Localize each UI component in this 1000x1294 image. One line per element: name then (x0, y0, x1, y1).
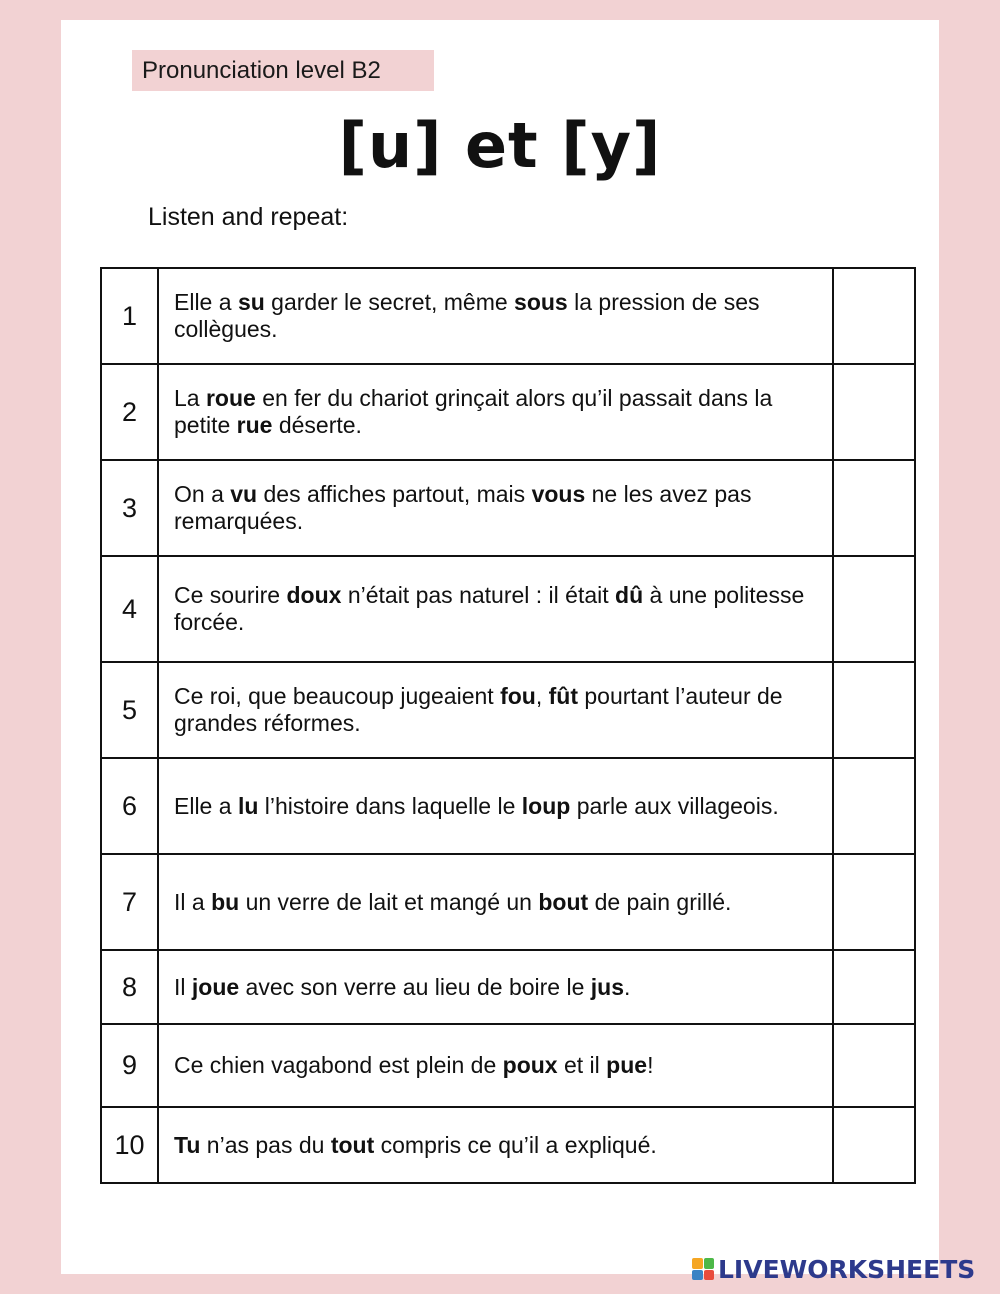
page-title: [u] et [y] (338, 109, 662, 182)
table-row (101, 758, 915, 854)
sentence-text: avec son verre au lieu de boire le (239, 973, 591, 1000)
item-sentence (158, 662, 833, 758)
item-sentence (158, 460, 833, 556)
highlighted-word: loup (521, 792, 571, 819)
highlighted-word: poux (502, 1052, 558, 1078)
sentence-text: l’histoire dans laquelle le (258, 792, 522, 819)
table-row (101, 662, 915, 758)
sentence-text: ! (647, 1052, 654, 1078)
sentence-text: compris ce qu’il a expliqué. (374, 1131, 657, 1158)
sentence-text: de pain grillé. (588, 888, 732, 915)
highlighted-word: sous (514, 289, 568, 315)
item-number: 1 (101, 268, 158, 364)
item-sentence (158, 556, 833, 662)
table-row (101, 268, 915, 364)
highlighted-word: doux (286, 582, 342, 608)
highlighted-word: vu (230, 481, 258, 507)
liveworksheets-logo-icon (692, 1258, 714, 1280)
sentence-text: un verre de lait et mangé un (239, 888, 539, 915)
item-sentence (158, 268, 833, 364)
highlighted-word: dû (615, 582, 644, 608)
answer-box[interactable] (833, 758, 915, 854)
item-sentence (158, 1024, 833, 1107)
sentence-text: , (535, 683, 549, 709)
sentence-text: ne les avez pas remarquées. (174, 481, 752, 534)
sentence-text: à une politesse forcée. (174, 582, 805, 635)
sentence-text: Ce sourire (174, 582, 287, 608)
highlighted-word: vous (531, 481, 586, 507)
highlighted-word: fou (500, 683, 536, 709)
sentence-text: des affiches partout, mais (257, 481, 532, 507)
item-number: 2 (101, 364, 158, 460)
sentence-text: pourtant l’auteur de grandes réformes. (174, 683, 783, 736)
sentence-text: en fer du chariot grinçait alors qu’il passait dans la petite (174, 385, 773, 438)
sentence-text: Ce roi, que beaucoup jugeaient (174, 683, 501, 709)
answer-box[interactable] (833, 1107, 915, 1183)
item-sentence (158, 950, 833, 1024)
table-row (101, 1024, 915, 1107)
highlighted-word: bu (211, 888, 240, 915)
level-badge: Pronunciation level B2 (132, 50, 434, 91)
highlighted-word: tout (330, 1131, 375, 1158)
item-number: 9 (101, 1024, 158, 1107)
sentence-text: n’était pas naturel : il était (341, 582, 616, 608)
sentence-text: Il a (174, 888, 212, 915)
sentence-text: la pression de ses collègues. (174, 289, 760, 342)
highlighted-word: rue (236, 412, 273, 438)
item-sentence (158, 758, 833, 854)
item-number: 7 (101, 854, 158, 950)
sentence-text: garder le secret, même (264, 289, 515, 315)
answer-box[interactable] (833, 268, 915, 364)
sentence-text: Ce chien vagabond est plein de (174, 1052, 503, 1078)
table-row (101, 460, 915, 556)
sentence-text: parle aux villageois. (570, 792, 779, 819)
sentence-text: Il (174, 973, 192, 1000)
sentence-text: . (624, 973, 631, 1000)
sentence-text: n’as pas du (200, 1131, 331, 1158)
highlighted-word: roue (205, 385, 256, 411)
highlighted-word: fût (548, 683, 578, 709)
sentence-text: La (174, 385, 206, 411)
highlighted-word: jus (590, 973, 624, 1000)
highlighted-word: su (237, 289, 265, 315)
liveworksheets-logo (692, 1252, 975, 1286)
answer-box[interactable] (833, 950, 915, 1024)
answer-box[interactable] (833, 556, 915, 662)
sentence-text: déserte. (272, 412, 362, 438)
highlighted-word: bout (538, 888, 589, 915)
table-row (101, 1107, 915, 1183)
item-sentence (158, 364, 833, 460)
sentence-text: Elle a (174, 289, 238, 315)
highlighted-word: lu (237, 792, 259, 819)
highlighted-word: pue (606, 1052, 648, 1078)
table-row (101, 556, 915, 662)
item-sentence (158, 1107, 833, 1183)
table-row (101, 364, 915, 460)
sentence-text: et il (557, 1052, 607, 1078)
highlighted-word: joue (191, 973, 240, 1000)
item-number: 10 (101, 1107, 158, 1183)
exercise-table (100, 267, 916, 1184)
table-row (101, 950, 915, 1024)
answer-box[interactable] (833, 1024, 915, 1107)
answer-box[interactable] (833, 854, 915, 950)
logo-text: LIVEWORKSHEETS (718, 1254, 976, 1284)
item-number: 3 (101, 460, 158, 556)
answer-box[interactable] (833, 460, 915, 556)
table-row (101, 854, 915, 950)
item-number: 6 (101, 758, 158, 854)
highlighted-word: Tu (174, 1131, 201, 1158)
sentence-text: On a (174, 481, 231, 507)
answer-box[interactable] (833, 662, 915, 758)
item-number: 4 (101, 556, 158, 662)
answer-box[interactable] (833, 364, 915, 460)
sentence-text: Elle a (174, 792, 238, 819)
item-number: 5 (101, 662, 158, 758)
item-sentence (158, 854, 833, 950)
instruction-text: Listen and repeat: (148, 203, 349, 231)
item-number: 8 (101, 950, 158, 1024)
